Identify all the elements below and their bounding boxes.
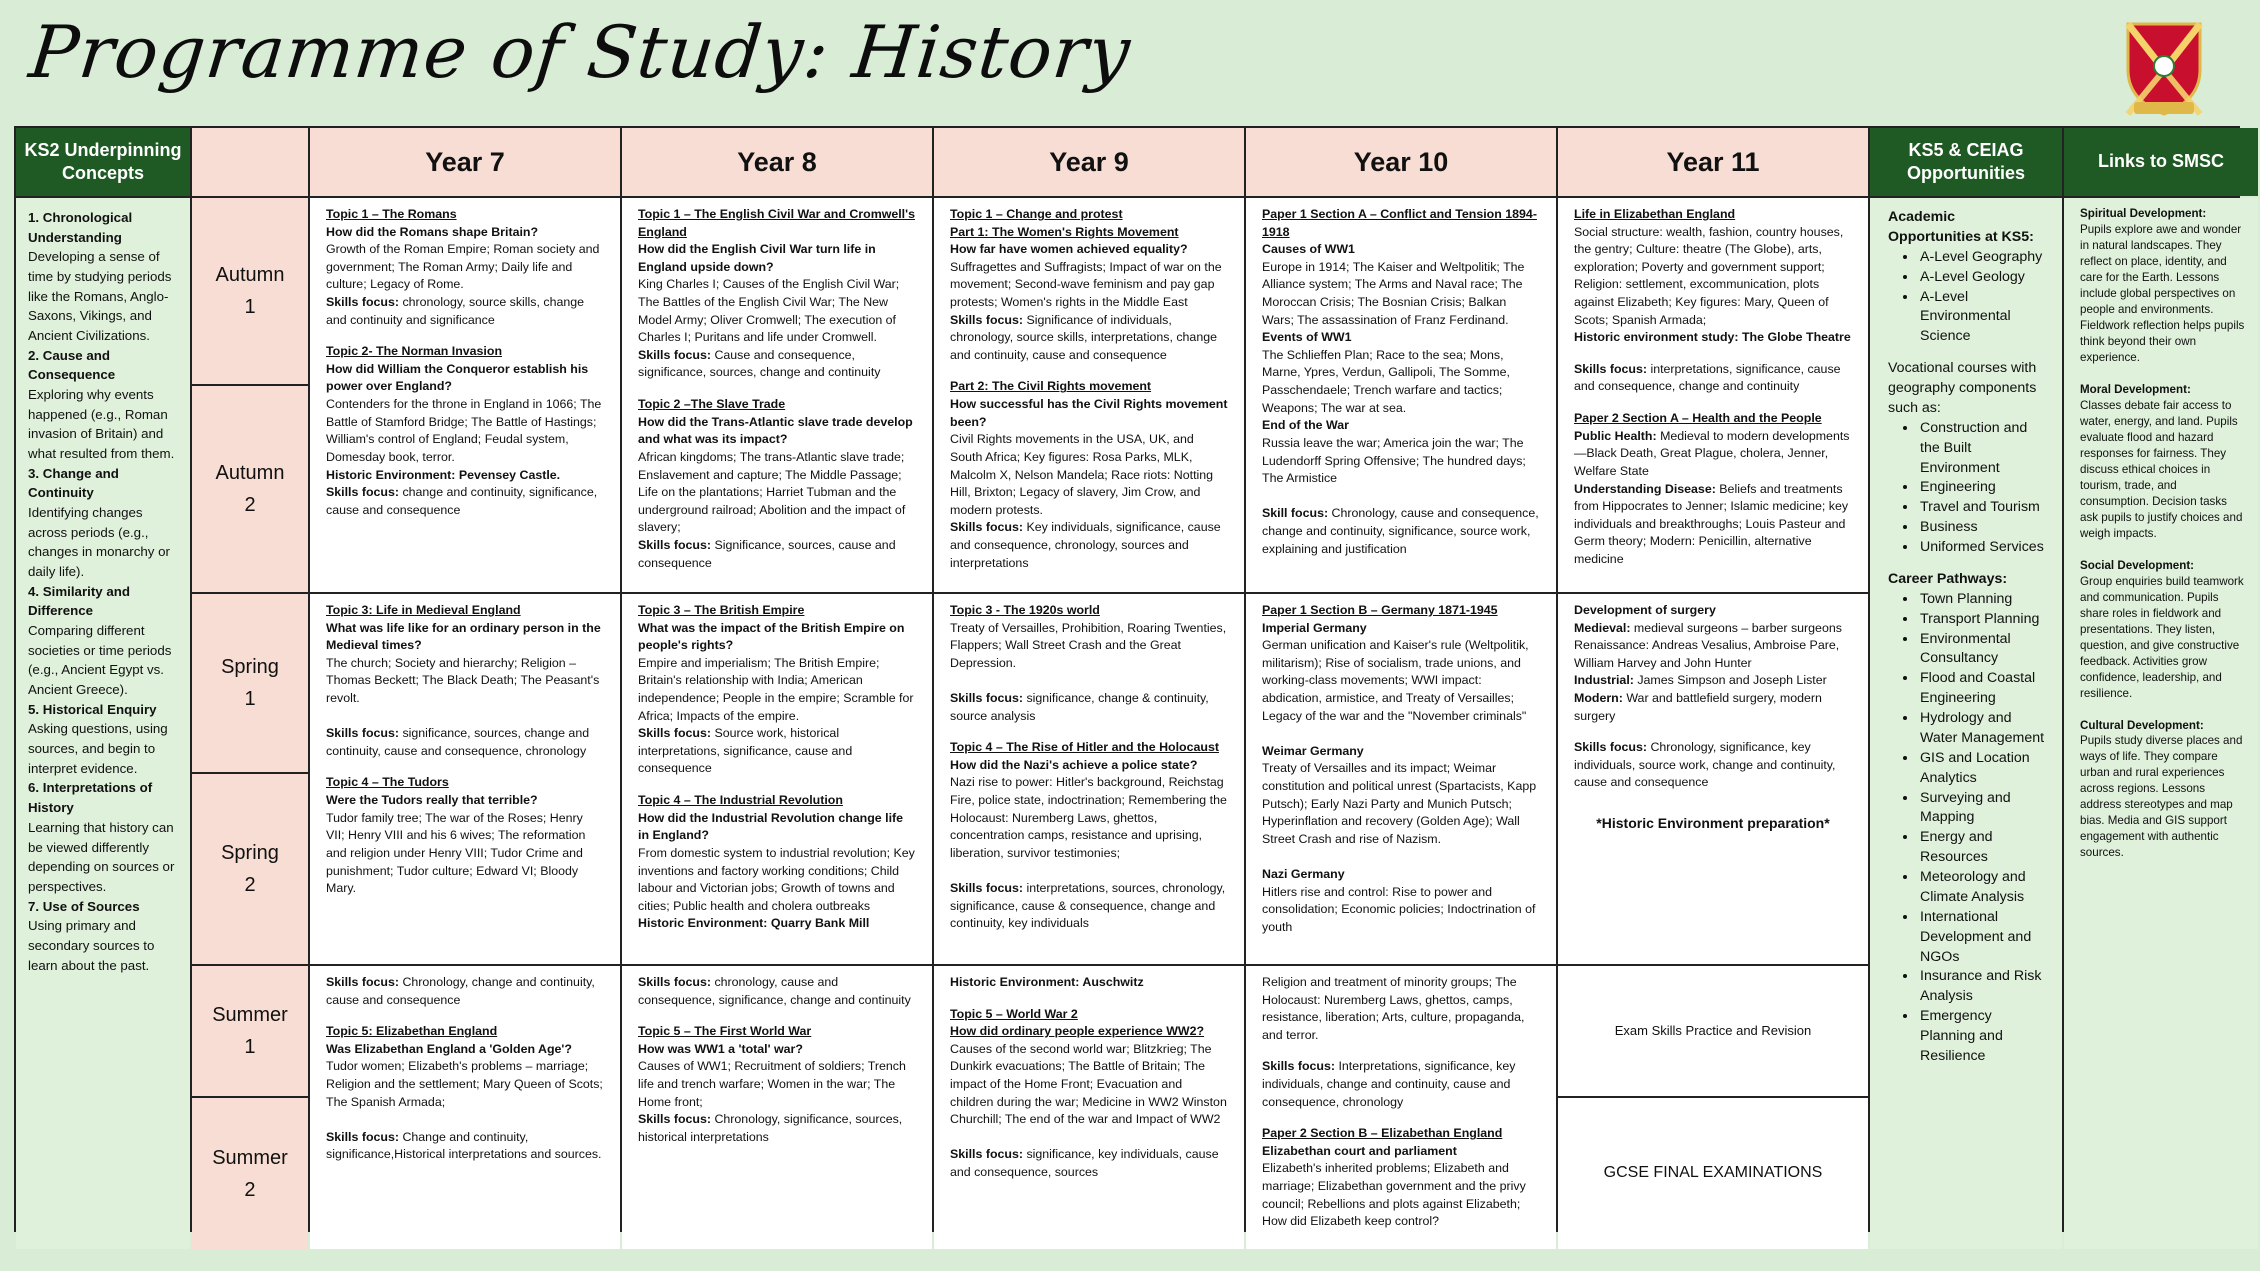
- list-item: • A-Level Environmental Science: [1918, 288, 2050, 348]
- list-item: • Meteorology and Climate Analysis: [1918, 868, 2050, 908]
- y9-summer: Historic Environment: Auschwitz Topic 5 – World War 2 How did ordinary people experience WW2? Causes of the second world war; Blitzkrieg; The Dunkirk evacuations; The Battle of Britain; The impact of the Home Front; Evacuation and children during the war; Medicine in WW2 Winston Churchill; The end of the war and Impact of WW2 Skills focus: significance, key individuals, cause and consequence, sources: [934, 966, 1244, 1249]
- header-smsc: Links to SMSC: [2064, 128, 2258, 196]
- header-term-blank: [192, 128, 308, 196]
- term-summer-1: Summer 1: [192, 966, 308, 1096]
- ks5-column: Academic Opportunities at KS5: • A-Level Geography • A-Level Geology • A-Level Environmental Science Vocational courses with geography components such as: • Construction and the Built Environment • Engineering • Travel and Tourism • Business • Uniformed Services Career Pathways: • Town Planning • Transport Planning • Environmental Consultancy • Flood and Coastal Engineering • Hydrology and Water Management • GIS and Location Analytics • Surveying and Mapping • Energy and Resources • Meteorology and Climate Analysis • International Development and NGOs • Insurance and Risk Analysis • Emergency Planning and Resilience: [1870, 198, 2062, 1249]
- term-autumn-2: Autumn 2: [192, 386, 308, 592]
- list-item: • Uniformed Services: [1918, 538, 2050, 558]
- list-item: • Hydrology and Water Management: [1918, 709, 2050, 749]
- list-item: • A-Level Geology: [1918, 268, 2050, 288]
- ks5-career-list: [1888, 590, 2050, 1067]
- y9-autumn: Topic 1 – Change and protest Part 1: The Women's Rights Movement How far have women achieved equality? Suffragettes and Suffragists; Impact of war on the movement; Second-wave feminism and pay gap protests; Women's rights in the Middle East Skills focus: Significance of individuals, chronology, source skills, interpretations, change and continuity, cause and consequence Part 2: The Civil Rights movement How successful has the Civil Rights movement been? Civil Rights movements in the USA, UK, and South Africa; Key figures: Rosa Parks, MLK, Malcolm X, Nelson Mandela; Race riots: Notting Hill, Brixton; Legacy of slavery, Jim Crow, and modern protests. Skills focus: Key individuals, significance, cause and consequence, chronology, sources and interpretations: [934, 198, 1244, 592]
- ks5-academic-list: [1888, 248, 2050, 347]
- header-year10: Year 10: [1246, 128, 1556, 196]
- y7-spring: Topic 3: Life in Medieval England What was life like for an ordinary person in the Medieval times? The church; Society and hierarchy; Religion – Thomas Beckett; The Black Death; The Peasant's revolt. Skills focus: significance, sources, change and continuity, cause and consequence, chronology Topic 4 – The Tudors Were the Tudors really that terrible? Tudor family tree; The war of the Roses; Henry VII; Henry VIII and his 6 wives; The reformation and religion under Henry VIII; Tudor Crime and punishment; Tudor culture; Edward VI; Bloody Mary.: [310, 594, 620, 964]
- list-item: • Travel and Tourism: [1918, 498, 2050, 518]
- concepts-column: 1. Chronological Understanding Developing a sense of time by studying periods like the Romans, Anglo-Saxons, Vikings, and Ancient Civilizations. 2. Cause and Consequence Exploring why events happened (e.g., Roman invasion of Britain) and what resulted from them. 3. Change and Continuity Identifying changes across periods (e.g., changes in monarchy or daily life). 4. Similarity and Difference Comparing different societies or time periods (e.g., Ancient Egypt vs. Ancient Greece). 5. Historical Enquiry Asking questions, using sources, and begin to interpret evidence. 6. Interpretations of History Learning that history can be viewed differently depending on sources or perspectives. 7. Use of Sources Using primary and secondary sources to learn about the past.: [16, 198, 190, 1249]
- y7-summer: Skills focus: Chronology, change and continuity, cause and consequence Topic 5: Elizabethan England Was Elizabethan England a 'Golden Age'? Tudor women; Elizabeth's problems – marriage; Religion and the settlement; Mary Queen of Scots; The Spanish Armada; Skills focus: Change and continuity, significance,Historical interpretations and sources.: [310, 966, 620, 1249]
- header-year11: Year 11: [1558, 128, 1868, 196]
- y11-summer-2: GCSE FINAL EXAMINATIONS: [1558, 1098, 1868, 1249]
- school-crest-icon: [2120, 18, 2208, 118]
- smsc-column: Spiritual Development: Pupils explore awe and wonder in natural landscapes. They reflect on place, identity, and care for the Earth. Lessons include global perspectives on people and environments. Fieldwork reflection helps pupils think beyond their own experience. Moral Development: Classes debate fair access to water, energy, and land. Pupils evaluate flood and hazard responses for fairness. They discuss ethical choices in tourism, trade, and consumption. Decision tasks ask pupils to justify choices and weigh impacts. Social Development: Group enquiries build teamwork and communication. Pupils share roles in fieldwork and presentations. They listen, question, and give constructive feedback. Activities grow confidence, leadership, and resilience. Cultural Development: Pupils study diverse places and ways of life. They compare urban and rural experiences across regions. Lessons address stereotypes and map bias. Media and GIS support engagement with authentic sources.: [2064, 198, 2258, 1249]
- list-item: • International Development and NGOs: [1918, 908, 2050, 968]
- header-ks5: KS5 & CEIAG Opportunities: [1870, 128, 2062, 196]
- list-item: • A-Level Geography: [1918, 248, 2050, 268]
- list-item: • Flood and Coastal Engineering: [1918, 669, 2050, 709]
- header-year8: Year 8: [622, 128, 932, 196]
- list-item: • Energy and Resources: [1918, 828, 2050, 868]
- y10-spring: Paper 1 Section B – Germany 1871-1945 Imperial Germany German unification and Kaiser's rule (Weltpolitik, militarism); Rise of socialism, trade unions, and working-class movements; WWI impact: abdication, armistice, and Treaty of Versailles; Legacy of the war and the "November criminals" Weimar Germany Treaty of Versailles and its impact; Weimar constitution and political unrest (Spartacists, Kapp Putsch); Early Nazi Party and Munich Putsch; Hyperinflation and recovery (Golden Age); Wall Street Crash and rise of Nazism. Nazi Germany Hitlers rise and control: Rise to power and consolidation; Economic policies; Indoctrination of youth: [1246, 594, 1556, 964]
- term-spring-2: Spring 2: [192, 774, 308, 964]
- y9-spring: Topic 3 - The 1920s world Treaty of Versailles, Prohibition, Roaring Twenties, Flappers; Wall Street Crash and the Great Depression. Skills focus: significance, change & continuity, source analysis Topic 4 – The Rise of Hitler and the Holocaust How did the Nazi's achieve a police state? Nazi rise to power: Hitler's background, Reichstag Fire, police state, indoctrination; Remembering the Holocaust: Nuremberg Laws, ghettos, concentration camps, resistance and uprising, liberation, survivor testimonies; Skills focus: interpretations, sources, chronology, significance, cause & consequence, change and continuity, key individuals: [934, 594, 1244, 964]
- ks5-vocational-list: [1888, 419, 2050, 558]
- header-concepts: KS2 Underpinning Concepts: [16, 128, 190, 196]
- y10-summer: Religion and treatment of minority groups; The Holocaust: Nuremberg Laws, ghettos, camps, resistance, liberation; Arts, culture, propaganda, and terror. Skills focus: Interpretations, significance, key individuals, change and continuity, cause and consequence, chronology Paper 2 Section B – Elizabethan England Elizabethan court and parliament Elizabeth's inherited problems; Elizabeth and marriage; Elizabethan government and the privy council; Rebellions and plots against Elizabeth; How did Elizabeth keep control?: [1246, 966, 1556, 1249]
- list-item: • Emergency Planning and Resilience: [1918, 1007, 2050, 1067]
- term-summer-2: Summer 2: [192, 1098, 308, 1249]
- y10-autumn: Paper 1 Section A – Conflict and Tension 1894-1918 Causes of WW1 Europe in 1914; The Kaiser and Weltpolitik; The Alliance system; The Arms and Naval race; The Moroccan Crisis; The Bosnian Crisis; Balkan Wars; The assassination of Franz Ferdinand. Events of WW1 The Schlieffen Plan; Race to the sea; Mons, Marne, Ypres, Verdun, Gallipoli, The Somme, Passchendaele; Trench warfare and tactics; Weapons; The war at sea. End of the War Russia leave the war; America join the war; The Ludendorff Spring Offensive; The hundred days; The Armistice Skill focus: Chronology, cause and consequence, change and continuity, significance, source work, explaining and justification: [1246, 198, 1556, 592]
- list-item: • Transport Planning: [1918, 610, 2050, 630]
- y7-autumn: Topic 1 – The Romans How did the Romans shape Britain? Growth of the Roman Empire; Roman society and government; The Roman Army; Daily life and culture; Legacy of Rome. Skills focus: chronology, source skills, change and continuity and significance Topic 2- The Norman Invasion How did William the Conqueror establish his power over England? Contenders for the throne in England in 1066; The Battle of Stamford Bridge; The Battle of Hastings; William's control of England; Feudal system, Domesday book, terror. Historic Environment: Pevensey Castle. Skills focus: change and continuity, significance, cause and consequence: [310, 198, 620, 592]
- term-autumn-1: Autumn 1: [192, 198, 308, 384]
- list-item: • Business: [1918, 518, 2050, 538]
- y11-summer-1: Exam Skills Practice and Revision: [1558, 966, 1868, 1096]
- y8-spring: Topic 3 – The British Empire What was the impact of the British Empire on people's rights? Empire and imperialism; The British Empire; Britain's relationship with India; American independence; People in the empire; Scramble for Africa; Impacts of the empire. Skills focus: Source work, historical interpretations, significance, cause and consequence Topic 4 – The Industrial Revolution How did the Industrial Revolution change life in England? From domestic system to industrial revolution; Key inventions and factory working conditions; Child labour and Victorian jobs; Growth of towns and cities; Public health and cholera outbreaks Historic Environment: Quarry Bank Mill: [622, 594, 932, 964]
- y11-spring: Development of surgery Medieval: medieval surgeons – barber surgeons Renaissance: Andreas Vesalius, Ambroise Pare, William Harvey and John Hunter Industrial: James Simpson and Joseph Lister Modern: War and battlefield surgery, modern surgery Skills focus: Chronology, significance, key individuals, source work, change and continuity, cause and consequence *Historic Environment preparation*: [1558, 594, 1868, 964]
- programme-table: [14, 126, 2245, 1232]
- list-item: • Construction and the Built Environment: [1918, 419, 2050, 479]
- y11-autumn: Life in Elizabethan England Social structure: wealth, fashion, country houses, the gentry; Culture: theatre (The Globe), arts, exploration; Poverty and government support; Religion: settlement, excommunication, plots against Elizabeth; Key figures: Mary, Queen of Scots; Spanish Armada; Historic environment study: The Globe Theatre Skills focus: interpretations, significance, cause and consequence, change and continuity Paper 2 Section A – Health and the People Public Health: Medieval to modern developments—Black Death, Great Plague, cholera, Jenner, Welfare State Understanding Disease: Beliefs and treatments from Hippocrates to Jenner; Islamic medicine; key individuals and breakthroughs; Louis Pasteur and Germ theory; Modern: Penicillin, alternative medicine: [1558, 198, 1868, 592]
- list-item: • Insurance and Risk Analysis: [1918, 967, 2050, 1007]
- page-title: Programme of Study: History: [25, 10, 1135, 94]
- list-item: • Surveying and Mapping: [1918, 789, 2050, 829]
- list-item: • GIS and Location Analytics: [1918, 749, 2050, 789]
- header-year7: Year 7: [310, 128, 620, 196]
- term-spring-1: Spring 1: [192, 594, 308, 772]
- list-item: • Environmental Consultancy: [1918, 630, 2050, 670]
- y8-autumn: Topic 1 – The English Civil War and Cromwell's England How did the English Civil War turn life in England upside down? King Charles I; Causes of the English Civil War; The Battles of the English Civil War; The New Model Army; Oliver Cromwell; The execution of Charles I; Puritans and life under Cromwell. Skills focus: Cause and consequence, significance, sources, change and continuity Topic 2 –The Slave Trade How did the Trans-Atlantic slave trade develop and what was its impact? African kingdoms; The trans-Atlantic slave trade; Enslavement and capture; The Middle Passage; Life on the plantations; Harriet Tubman and the underground railroad; Abolition and the impact of slavery; Skills focus: Significance, sources, cause and consequence: [622, 198, 932, 592]
- list-item: • Town Planning: [1918, 590, 2050, 610]
- list-item: • Engineering: [1918, 478, 2050, 498]
- y8-summer: Skills focus: chronology, cause and consequence, significance, change and continuity Topic 5 – The First World War How was WW1 a 'total' war? Causes of WW1; Recruitment of soldiers; Trench life and trench warfare; Women in the war; The Home front; Skills focus: Chronology, significance, sources, historical interpretations: [622, 966, 932, 1249]
- header-year9: Year 9: [934, 128, 1244, 196]
